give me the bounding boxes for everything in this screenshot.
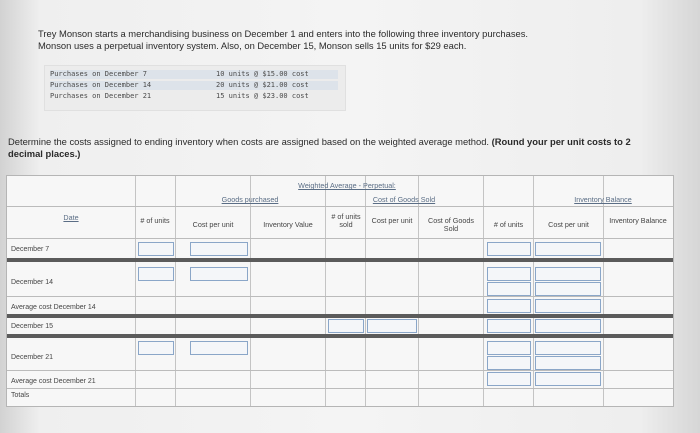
column-divider [483,176,484,406]
column-divider [175,176,176,406]
column-divider [325,176,326,406]
purchase-label: Purchases on December 14 [50,81,152,89]
column-divider [250,176,251,406]
row-label-dec-21: December 21 [11,354,54,361]
section-divider [7,258,673,262]
cost-per-unit-sold-column-header: Cost per unit [371,216,413,225]
instruction-bold: (Round your per unit costs to 2 decimal places.) [8,136,631,159]
purchase-amount: 10 units @ $15.00 cost [216,70,309,78]
row-divider [7,370,673,371]
section-divider [7,334,673,338]
row-label-dec-15: December 15 [11,323,54,330]
purchase-amount: 15 units @ $23.00 cost [216,92,309,100]
dec14-units-input[interactable] [138,267,174,281]
dec14-cost-per-unit-input[interactable] [190,267,248,281]
units-sold-column-header: # of units sold [331,212,361,229]
inventory-balance-column-header: Inventory Balance [609,216,667,225]
purchase-label: Purchases on December 7 [50,70,147,78]
column-divider [365,176,366,406]
row-divider [7,296,673,297]
table-title: Weighted Average - Perpetual: [298,181,396,190]
dec15-units-sold-input[interactable] [328,319,364,333]
goods-purchased-header: Goods purchased [221,195,279,204]
dec21-balance-units-input-2[interactable] [487,356,531,370]
dec21-balance-cost-per-unit-input[interactable] [535,341,601,355]
dec14-balance-cost-per-unit-input[interactable] [535,267,601,281]
cost-per-unit-column-header: Cost per unit [192,220,234,229]
avg21-balance-units-input[interactable] [487,372,531,386]
avg21-balance-cost-per-unit-input[interactable] [535,372,601,386]
dec7-balance-cost-per-unit-input[interactable] [535,242,601,256]
purchase-amount: 20 units @ $21.00 cost [216,81,309,89]
avg14-balance-cost-per-unit-input[interactable] [535,299,601,313]
problem-line-1: Trey Monson starts a merchandising business on December 1 and enters into the following three inventory purchases. [38,28,529,39]
row-divider [7,388,673,389]
problem-line-2: Monson uses a perpetual inventory system. Also, on December 15, Monson sells 15 units for $29 each. [38,40,467,51]
section-divider [7,314,673,318]
column-divider [533,176,534,406]
problem-statement [38,28,658,52]
cogs-column-header: Cost of Goods Sold [428,216,474,233]
dec15-balance-cost-per-unit-input[interactable] [535,319,601,333]
purchases-box [44,65,346,111]
dec15-balance-units-input[interactable] [487,319,531,333]
header-divider [7,206,673,207]
date-column-header: Date [63,213,79,222]
dec21-cost-per-unit-input[interactable] [190,341,248,355]
column-divider [418,176,419,406]
dec21-units-input[interactable] [138,341,174,355]
cogs-header: Cost of Goods Sold [372,195,436,204]
column-divider [603,176,604,406]
inventory-balance-header: Inventory Balance [574,195,632,204]
row-label-dec-7: December 7 [11,246,50,253]
purchase-row [50,70,338,79]
dec14-balance-units-input[interactable] [487,267,531,281]
header-bottom-border [7,238,673,239]
dec7-cost-per-unit-input[interactable] [190,242,248,256]
row-label-dec-14: December 14 [11,279,54,286]
dec7-balance-units-input[interactable] [487,242,531,256]
column-divider [135,176,136,406]
purchase-label: Purchases on December 21 [50,92,152,100]
weighted-average-table [6,175,674,407]
instruction [8,136,668,160]
dec15-cost-per-unit-sold-input[interactable] [367,319,417,333]
balance-cost-per-unit-column-header: Cost per unit [548,220,589,229]
instruction-text: Determine the costs assigned to ending inventory when costs are assigned based on the weighted average method. [8,136,490,147]
dec14-balance-units-input-2[interactable] [487,282,531,296]
row-label-average-dec-14: Average cost December 14 [11,304,96,311]
dec14-balance-cost-per-unit-input-2[interactable] [535,282,601,296]
purchase-row [50,81,338,90]
row-label-average-dec-21: Average cost December 21 [11,378,96,385]
balance-units-column-header: # of units [493,220,524,229]
avg14-balance-units-input[interactable] [487,299,531,313]
units-column-header: # of units [140,216,170,225]
dec7-units-input[interactable] [138,242,174,256]
dec21-balance-units-input[interactable] [487,341,531,355]
inventory-value-column-header: Inventory Value [263,220,313,229]
row-label-totals: Totals [11,392,30,399]
dec21-balance-cost-per-unit-input-2[interactable] [535,356,601,370]
